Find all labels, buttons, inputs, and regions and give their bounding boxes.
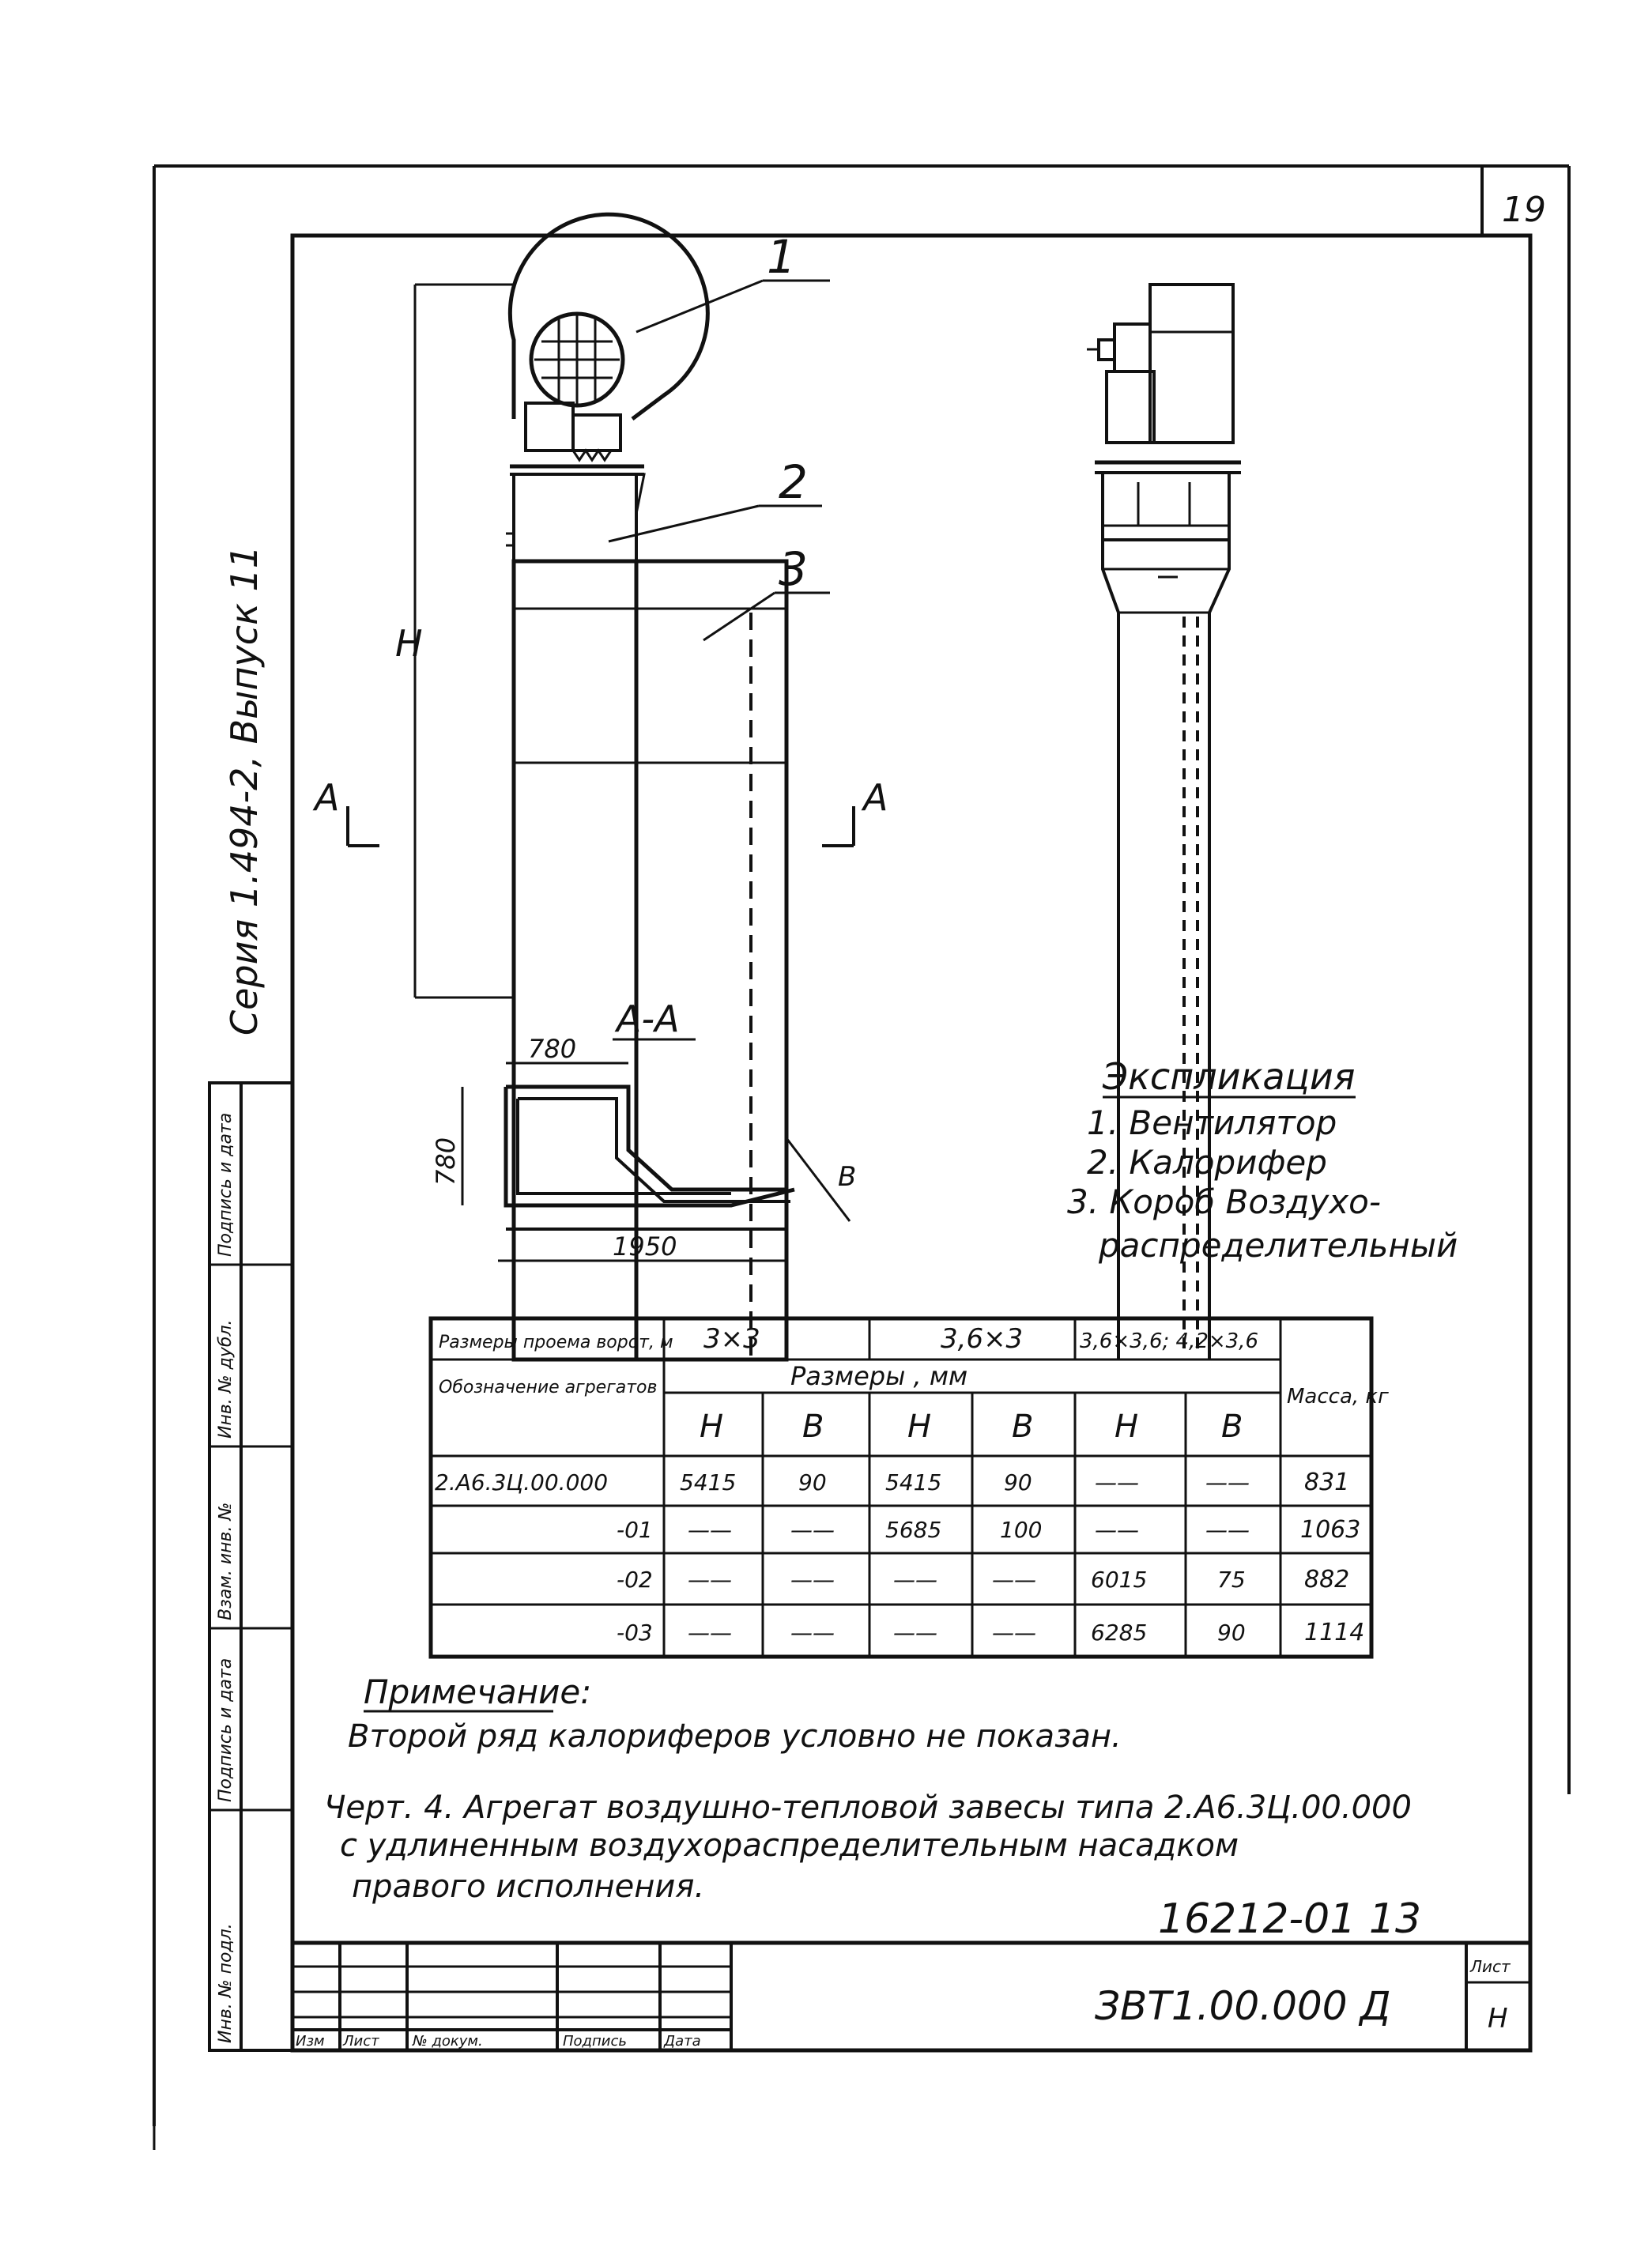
caption-line-1: Черт. 4. Агрегат воздушно-тепловой завесы типа 2.А6.3Ц.00.000 [324, 1789, 1412, 1826]
stamp-cell-5: Подпись и дата [216, 1112, 236, 1257]
col-label-list: Лист [343, 2033, 379, 2050]
callout-3: 3 [779, 542, 808, 596]
row4-mass: 1114 [1304, 1619, 1365, 1646]
side-caption: Серия 1.494-2, Выпуск 11 [223, 545, 266, 1035]
col-label-izm: Изм [296, 2033, 325, 2050]
note-text: Второй ряд калориферов условно не показан. [348, 1718, 1122, 1755]
row4-c6: 90 [1217, 1620, 1246, 1646]
hdr-gate: Размеры проема ворот, м [439, 1333, 673, 1352]
subhead-2: B [802, 1409, 824, 1445]
row2-c6: —— [1205, 1517, 1250, 1543]
row1-c4: 90 [1004, 1469, 1032, 1495]
row3-c1: —— [688, 1567, 732, 1593]
row3-c5: 6015 [1091, 1567, 1148, 1593]
hdr-designation: Обозначение агрегатов [439, 1378, 658, 1397]
table-row [435, 1469, 1349, 1496]
group-3: 3,6×3,6; 4,2×3,6 [1080, 1329, 1258, 1353]
note [348, 1673, 1122, 1755]
sheet-value: Н [1488, 2003, 1508, 2035]
row2-mass: 1063 [1300, 1516, 1361, 1544]
row3-c6: 75 [1217, 1567, 1246, 1593]
table-row [617, 1566, 1349, 1593]
note-title: Примечание: [364, 1673, 592, 1711]
row4-c5: 6285 [1091, 1620, 1148, 1646]
group-2: 3,6×3 [941, 1323, 1024, 1355]
legend-item-4: распределительный [1099, 1226, 1458, 1265]
row1-c3: 5415 [885, 1469, 942, 1495]
col-label-date: Дата [664, 2033, 701, 2050]
table-row [617, 1619, 1364, 1646]
hdr-mass: Масса, кг [1287, 1385, 1389, 1409]
left-stamp [209, 1083, 292, 2050]
row1-c1: 5415 [680, 1469, 737, 1495]
caption-line-3: правого исполнения. [352, 1869, 705, 1905]
stamp-cell-2: Подпись и дата [216, 1657, 236, 1802]
stamp-cell-4: Инв. № дубл. [216, 1319, 236, 1439]
section-mark-right: A [863, 776, 888, 819]
dim-780-top: 780 [528, 1034, 577, 1064]
archive-number: 16212-01 13 [1158, 1895, 1422, 1943]
fan-grille [534, 315, 620, 405]
row4-designation: -03 [617, 1620, 653, 1646]
dim-b: B [838, 1161, 857, 1193]
row3-mass: 882 [1304, 1566, 1350, 1593]
doc-code: ЗВТ1.00.000 Д [1095, 1983, 1391, 2029]
subhead-6: B [1221, 1409, 1243, 1445]
table-row [617, 1516, 1360, 1544]
dim-780-side: 780 [431, 1137, 461, 1186]
row2-c2: —— [790, 1517, 835, 1543]
row1-c6: —— [1205, 1469, 1250, 1495]
row3-designation: -02 [617, 1567, 653, 1593]
height-dim-label: H [395, 622, 423, 665]
callout-2: 2 [779, 455, 808, 509]
subhead-4: B [1012, 1409, 1034, 1445]
col-label-sign: Подпись [563, 2033, 627, 2050]
callout-1: 1 [767, 230, 796, 284]
row2-c4: 100 [1000, 1517, 1043, 1543]
row4-c4: —— [992, 1620, 1036, 1646]
legend-item-1: 1. Вентилятор [1087, 1103, 1337, 1142]
row4-c3: —— [893, 1620, 937, 1646]
section-mark-left: A [315, 776, 340, 819]
row3-c2: —— [790, 1567, 835, 1593]
sizes-table [431, 1318, 1389, 1657]
subhead-1: H [700, 1409, 724, 1445]
row1-mass: 831 [1304, 1469, 1350, 1496]
caption-line-2: с удлиненным воздухораспределительным насадком [340, 1827, 1239, 1864]
row2-c3: 5685 [885, 1517, 942, 1543]
section-title: A-A [617, 998, 680, 1040]
dim-1950: 1950 [613, 1231, 677, 1261]
row2-designation: -01 [617, 1517, 653, 1543]
row2-c5: —— [1095, 1517, 1139, 1543]
legend [1067, 1055, 1458, 1265]
stamp-cell-3: Взам. инв. № [216, 1502, 236, 1620]
row1-c2: 90 [798, 1469, 827, 1495]
row4-c1: —— [688, 1620, 732, 1646]
subhead-3: H [907, 1409, 932, 1445]
group-1: 3×3 [703, 1323, 760, 1355]
row1-c5: —— [1095, 1469, 1139, 1495]
stamp-cell-1: Инв. № подл. [216, 1923, 236, 2043]
subhead-5: H [1115, 1409, 1139, 1445]
hdr-sizes: Размеры , мм [790, 1361, 968, 1391]
drawing-caption [324, 1789, 1412, 1905]
row4-c2: —— [790, 1620, 835, 1646]
sheet-corner-number: 19 [1502, 190, 1546, 230]
legend-item-3: 3. Короб Воздухо- [1067, 1182, 1381, 1221]
row2-c1: —— [688, 1517, 732, 1543]
front-view [312, 214, 888, 1360]
section-a-a [431, 998, 856, 1261]
row3-c4: —— [992, 1567, 1036, 1593]
row1-designation: 2.А6.3Ц.00.000 [435, 1469, 609, 1495]
row3-c3: —— [893, 1567, 937, 1593]
legend-item-2: 2. Калорифер [1087, 1143, 1327, 1182]
sheet-label: Лист [1470, 1957, 1511, 1976]
col-label-doc: № докум. [413, 2033, 483, 2050]
legend-title: Экспликация [1103, 1055, 1356, 1098]
title-block [292, 1943, 1530, 2050]
